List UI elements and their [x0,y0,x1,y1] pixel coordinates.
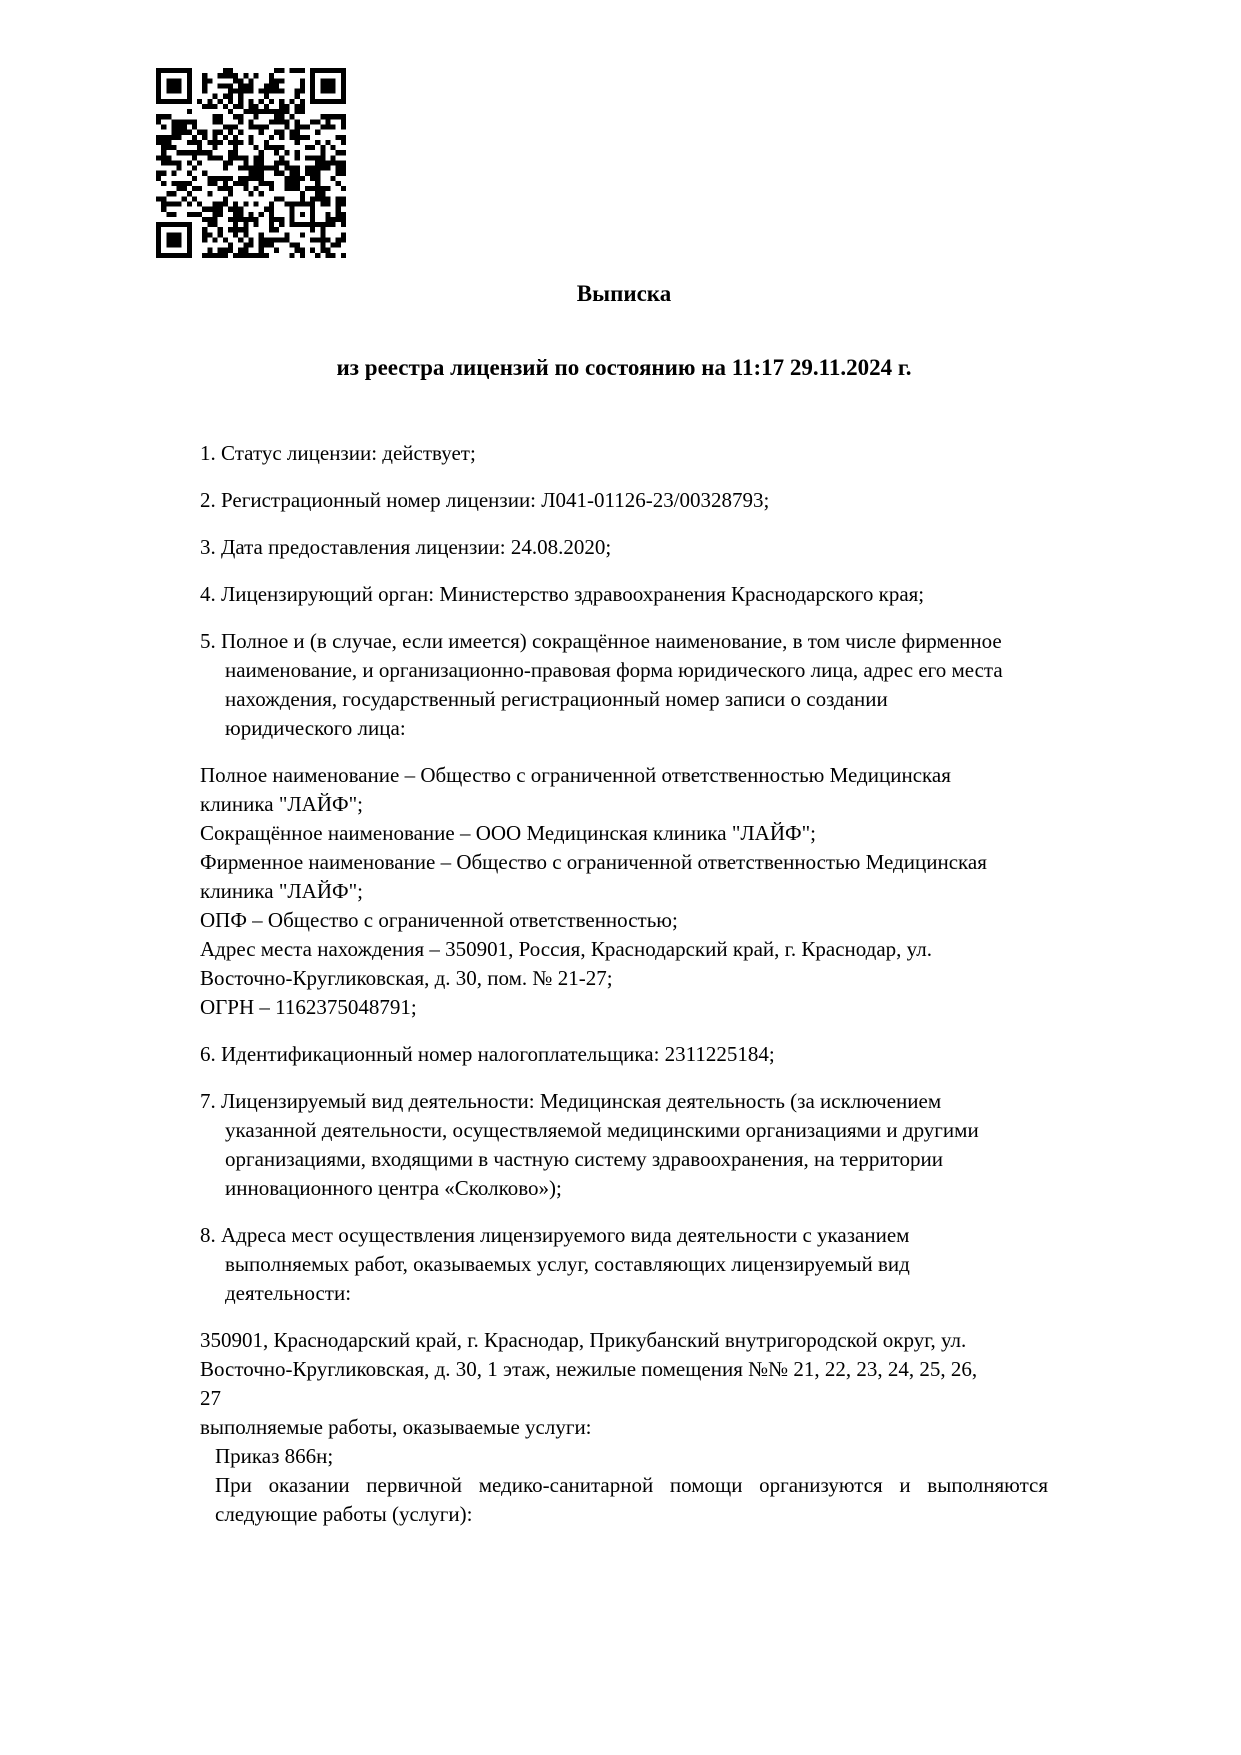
text-line: Фирменное наименование – Общество с ограниченной ответственностью Медицинская [200,850,987,874]
numbered-paragraph [200,1221,1048,1308]
document-subtitle: из реестра лицензий по состоянию на 11:17 29.11.2024 г. [336,355,912,380]
text-line: Восточно-Кругликовская, д. 30, пом. № 21-27; [200,966,613,990]
text-line: ОГРН – 1162375048791; [200,995,417,1019]
numbered-paragraph [200,533,1048,562]
document-paragraphs [200,439,1048,1529]
text-line: клиника "ЛАЙФ"; [200,792,363,816]
text-line: Приказ 866н; [215,1444,334,1468]
text-line: ОПФ – Общество с ограниченной ответственностью; [200,908,678,932]
text-line: 6. Идентификационный номер налогоплательщика: 2311225184; [200,1042,775,1066]
numbered-paragraph [200,627,1048,743]
text-line: 350901, Краснодарский край, г. Краснодар, Прикубанский внутригородской округ, ул. [200,1328,967,1352]
text-line: Адрес места нахождения – 350901, Россия, Краснодарский край, г. Краснодар, ул. [200,937,932,961]
text-line: Полное наименование – Общество с ограниченной ответственностью Медицинская [200,763,951,787]
text-line: 5. Полное и (в случае, если имеется) сокращённое наименование, в том числе фирменное [200,629,1002,653]
text-line: выполняемых работ, оказываемых услуг, составляющих лицензируемый вид [225,1252,910,1276]
text-line: указанной деятельности, осуществляемой медицинскими организациями и другими [225,1118,979,1142]
text-line: 3. Дата предоставления лицензии: 24.08.2020; [200,535,612,559]
text-line: наименование, и организационно-правовая форма юридического лица, адрес его места [225,658,1003,682]
paragraph [215,1442,1048,1471]
numbered-paragraph [200,439,1048,468]
text-line: организациями, входящими в частную систему здравоохранения, на территории [225,1147,943,1171]
text-line: нахождения, государственный регистрационный номер записи о создании [225,687,888,711]
numbered-paragraph [200,580,1048,609]
paragraph [200,761,1048,1022]
qr-code [156,68,346,258]
text-line: 7. Лицензируемый вид деятельности: Медицинская деятельность (за исключением [200,1089,942,1113]
text-line: 27 [200,1386,221,1410]
paragraph [200,1326,1048,1442]
document-body [200,278,1048,1529]
text-line: 1. Статус лицензии: действует; [200,441,476,465]
text-line: 8. Адреса мест осуществления лицензируемого вида деятельности с указанием [200,1223,910,1247]
text-line: 2. Регистрационный номер лицензии: Л041-01126-23/00328793; [200,488,770,512]
text-line: При оказании первичной медико-санитарной помощи организуются и выполняются [215,1473,1048,1497]
numbered-paragraph [200,1040,1048,1069]
numbered-paragraph [200,1087,1048,1203]
text-line: Сокращённое наименование – ООО Медицинская клиника "ЛАЙФ"; [200,821,816,845]
text-line: Восточно-Кругликовская, д. 30, 1 этаж, нежилые помещения №№ 21, 22, 23, 24, 25, 26, [200,1357,978,1381]
text-line: клиника "ЛАЙФ"; [200,879,363,903]
text-line: 4. Лицензирующий орган: Министерство здравоохранения Краснодарского края; [200,582,925,606]
text-line: инновационного центра «Сколково»); [225,1176,562,1200]
text-line: деятельности: [225,1281,352,1305]
document-title: Выписка [576,281,672,306]
numbered-paragraph [200,486,1048,515]
text-line: следующие работы (услуги): [215,1502,473,1526]
text-line: выполняемые работы, оказываемые услуги: [200,1415,592,1439]
paragraph [215,1471,1048,1529]
text-line: юридического лица: [225,716,406,740]
